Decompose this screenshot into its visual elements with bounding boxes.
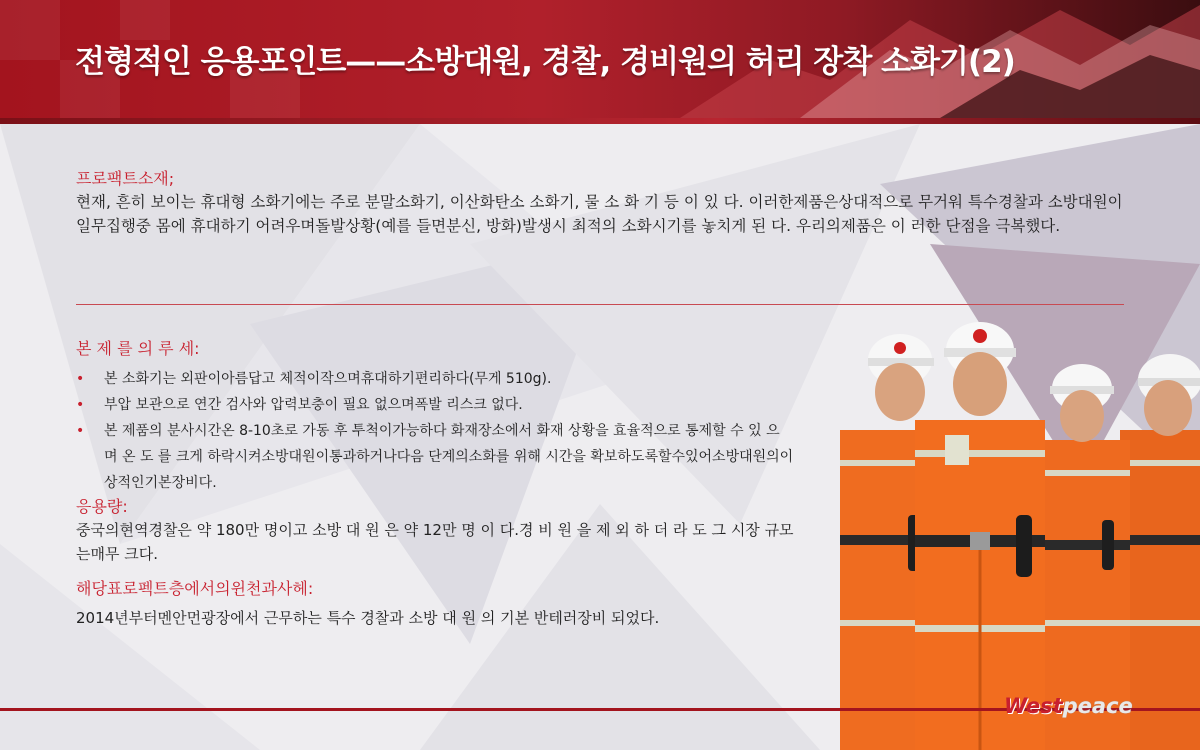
bullet-icon: • xyxy=(76,397,85,413)
subject-heading: 본 제 를 의 루 세: xyxy=(76,339,200,358)
list-item: • 부압 보관으로 연간 검사와 압력보충이 필요 없으며폭발 리스크 없다. xyxy=(76,392,796,418)
bullet-icon: • xyxy=(76,423,85,439)
list-item: • 본 제품의 분사시간온 8-10초로 가동 후 투척이가능하다 화재장소에서 화재 상황을 효율적으로 통제할 수 있 으 며 온 도 를 크게 하락시켜소방대원이통과하거나다음 단계의소화를 위해 시간을 확보하도록할수있어소방대원의이상적인기본장비다. xyxy=(76,418,796,496)
usage-section xyxy=(76,496,796,566)
firefighter-photo xyxy=(820,320,1200,750)
list-item: • 본 소화기는 외판이아름답고 체적이작으며휴대하기편리하다(무게 510g). xyxy=(76,366,796,392)
feature-list xyxy=(76,366,796,496)
usage-heading: 응용량: xyxy=(76,497,128,516)
page-title: 전형적인 응용포인트——소방대원, 경찰, 경비원의 허리 장착 소화기(2) xyxy=(75,44,1015,80)
westpeace-logo: Westpeace xyxy=(1004,694,1133,718)
header-underline xyxy=(0,118,1200,124)
project-heading: 프로팩트소재; xyxy=(76,169,175,188)
project-section xyxy=(76,168,1136,238)
usage-text: 중국의현역경찰은 약 180만 명이고 소방 대 원 은 약 12만 명 이 다.경 비 원 을 제 외 하 더 라 도 그 시장 규모는매무 크다. xyxy=(76,521,794,563)
subject-section xyxy=(76,338,796,496)
bullet-icon: • xyxy=(76,371,85,387)
case-text: 2014년부터멘안먼광장에서 근무하는 특수 경찰과 소방 대 원 의 기본 반테러장비 되었다. xyxy=(76,609,660,627)
project-text: 현재, 흔히 보이는 휴대형 소화기에는 주로 분말소화기, 이산화탄소 소화기, 물 소 화 기 등 이 있 다. 이러한제품은상대적으로 무거워 특수경찰과 소방대원이 일무집행중 몸에 휴대하기 어려우며돌발상황(예를 들면분신, 방화)발생시 최적의 소화시기를 놓치게 된 다. 우리의제품은 이 러한 단점을 극복했다. xyxy=(76,193,1123,235)
section-divider xyxy=(76,304,1124,305)
case-heading: 해당표로펙트층에서의윈천과사헤: xyxy=(76,579,314,598)
case-section xyxy=(76,578,796,630)
header-banner xyxy=(0,0,1200,118)
